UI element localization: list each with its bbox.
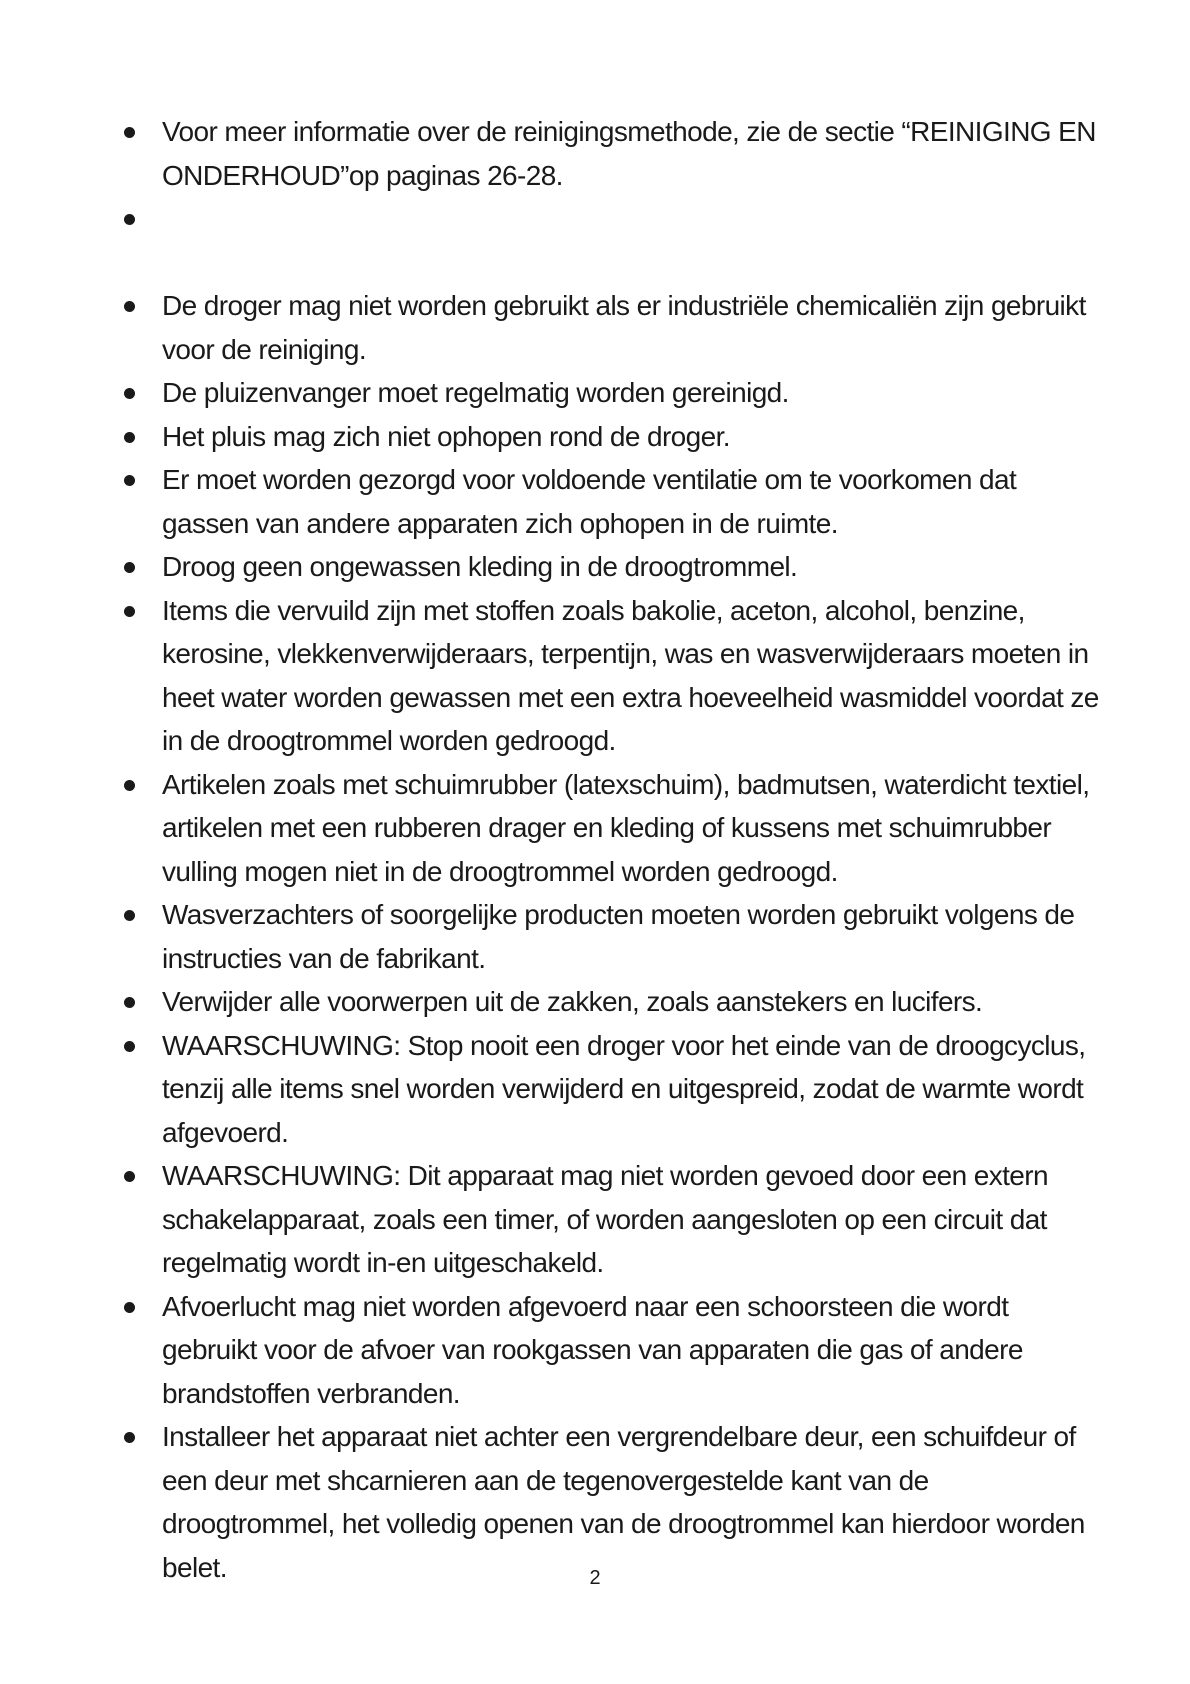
- bullet-text: Installeer het apparaat niet achter een vergrendelbare deur, een schuifdeur of een deur met shcarnieren aan de tegenovergestelde kant van de droogtrommel, het volledig openen van de droogtrommel kan hierdoor worden belet.: [162, 1421, 1085, 1583]
- safety-bullet-list: [120, 110, 1100, 1589]
- bullet-item-cleaning-reference: [120, 110, 1100, 197]
- bullet-icon: [124, 562, 135, 573]
- bullet-item-warning-external-switch: [120, 1154, 1100, 1285]
- bullet-item-warning-stop-cycle: [120, 1024, 1100, 1155]
- bullet-icon: [124, 432, 135, 443]
- bullet-item-exhaust-air: [120, 1285, 1100, 1416]
- bullet-icon: [124, 1432, 135, 1443]
- bullet-text: WAARSCHUWING: Stop nooit een droger voor het einde van de droogcyclus, tenzij alle items snel worden verwijderd en uitgespreid, zodat de warmte wordt afgevoerd.: [162, 1029, 1086, 1148]
- bullet-text: Items die vervuild zijn met stoffen zoals bakolie, aceton, alcohol, benzine, kerosine, vlekkenverwijderaars, terpentijn, was en wasverwijderaars moeten in heet water worden gewassen met een extra hoeveelheid wasmiddel voordat ze in de droogtrommel worden gedroogd.: [162, 594, 1099, 756]
- bullet-item-fabric-softeners: [120, 893, 1100, 980]
- bullet-item-industrial-chemicals: [120, 284, 1100, 371]
- bullet-icon: [124, 1302, 135, 1313]
- bullet-icon: [124, 606, 135, 617]
- bullet-item-soiled-items: [120, 589, 1100, 763]
- bullet-text: Voor meer informatie over de reinigingsmethode, zie de sectie “REINIGING EN ONDERHOUD”op paginas 26-28.: [162, 116, 1096, 191]
- bullet-icon: [124, 780, 135, 791]
- bullet-icon: [124, 1171, 135, 1182]
- bullet-item-unwashed-clothes: [120, 545, 1100, 589]
- bullet-text: Verwijder alle voorwerpen uit de zakken, zoals aanstekers en lucifers.: [162, 986, 983, 1017]
- bullet-text: Afvoerlucht mag niet worden afgevoerd naar een schoorsteen die wordt gebruikt voor de afvoer van rookgassen van apparaten die gas of andere brandstoffen verbranden.: [162, 1290, 1023, 1409]
- bullet-item-empty-pockets: [120, 980, 1100, 1024]
- bullet-text: Wasverzachters of soorgelijke producten moeten worden gebruikt volgens de instructies van de fabrikant.: [162, 899, 1075, 974]
- bullet-item-foam-rubber: [120, 763, 1100, 894]
- bullet-icon: [124, 127, 135, 138]
- bullet-icon: [124, 301, 135, 312]
- bullet-icon: [124, 475, 135, 486]
- bullet-text: Artikelen zoals met schuimrubber (latexschuim), badmutsen, waterdicht textiel, artikelen met een rubberen drager en kleding of kussens met schuimrubber vulling mogen niet in de droogtrommel worden gedroogd.: [162, 768, 1090, 887]
- bullet-item-door-installation: [120, 1415, 1100, 1589]
- bullet-icon: [124, 910, 135, 921]
- bullet-item-empty: [120, 197, 1100, 284]
- bullet-item-lint-filter: [120, 371, 1100, 415]
- page-number: 2: [589, 1567, 601, 1589]
- bullet-item-lint-buildup: [120, 415, 1100, 459]
- bullet-text: De pluizenvanger moet regelmatig worden gereinigd.: [162, 377, 789, 408]
- bullet-icon: [124, 1041, 135, 1052]
- bullet-text: Het pluis mag zich niet ophopen rond de droger.: [162, 420, 730, 452]
- bullet-icon: [124, 214, 135, 225]
- bullet-item-ventilation: [120, 458, 1100, 545]
- bullet-text: WAARSCHUWING: Dit apparaat mag niet worden gevoed door een extern schakelapparaat, zoals een timer, of worden aangesloten op een circuit dat regelmatig wordt in-en uitgeschakeld.: [162, 1160, 1048, 1278]
- bullet-icon: [124, 997, 135, 1008]
- bullet-text: Droog geen ongewassen kleding in de droogtrommel.: [162, 551, 798, 582]
- bullet-icon: [124, 388, 135, 399]
- bullet-text: Er moet worden gezorgd voor voldoende ventilatie om te voorkomen dat gassen van andere apparaten zich ophopen in de ruimte.: [162, 464, 1017, 539]
- bullet-text: De droger mag niet worden gebruikt als er industriële chemicaliën zijn gebruikt voor de reiniging.: [162, 290, 1086, 365]
